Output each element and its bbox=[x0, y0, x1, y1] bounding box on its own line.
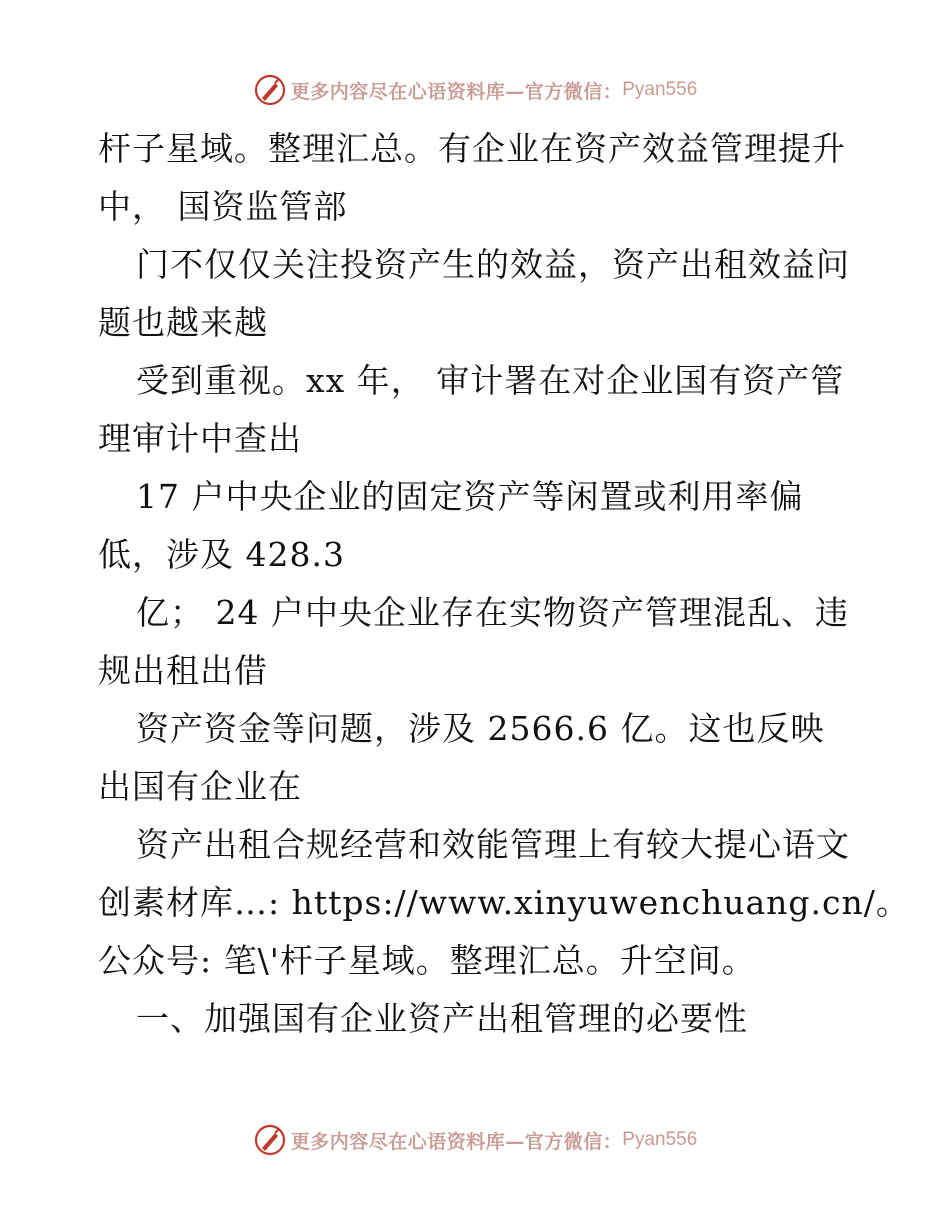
body-line: 亿； 24 户中央企业存在实物资产管理混乱、违 bbox=[136, 593, 849, 632]
body-line: 受到重视。xx 年， 审计署在对企业国有资产管 bbox=[136, 361, 845, 400]
header-watermark-id: Pyan556 bbox=[622, 79, 698, 100]
header-watermark-text: 更多内容尽在心语资料库—官方微信： bbox=[290, 80, 623, 103]
document-body bbox=[98, 120, 910, 1048]
body-line: 门不仅仅关注投资产生的效益，资产出租效益问 bbox=[136, 245, 850, 284]
body-line: 杆子星域。整理汇总。有企业在资产效益管理提升 bbox=[98, 129, 846, 168]
body-line: 低，涉及 428.3 bbox=[98, 535, 345, 574]
body-line: 出国有企业在 bbox=[98, 767, 302, 806]
pen-logo-icon bbox=[253, 1123, 287, 1157]
body-line: 规出租出借 bbox=[98, 651, 268, 690]
body-line: 公众号: 笔\'杆子星域。整理汇总。升空间。 bbox=[98, 941, 756, 980]
body-line: 题也越来越 bbox=[98, 303, 268, 342]
body-line: 资产出租合规经营和效能管理上有较大提心语文 bbox=[136, 825, 850, 864]
pen-logo-icon bbox=[253, 73, 287, 107]
body-line: 理审计中查出 bbox=[98, 419, 302, 458]
footer-watermark bbox=[0, 1120, 950, 1160]
footer-watermark-id: Pyan556 bbox=[622, 1129, 698, 1150]
body-line: 中， 国资监管部 bbox=[98, 187, 348, 226]
body-line: 创素材库…: https://www.xinyuwenchuang.cn/。 bbox=[98, 883, 910, 922]
body-line: 资产资金等问题，涉及 2566.6 亿。这也反映 bbox=[136, 709, 825, 748]
header-watermark bbox=[0, 70, 950, 110]
section-heading: 一、加强国有企业资产出租管理的必要性 bbox=[136, 999, 748, 1038]
body-line: 17 户中央企业的固定资产等闲置或利用率偏 bbox=[136, 477, 804, 516]
footer-watermark-text: 更多内容尽在心语资料库—官方微信： bbox=[290, 1130, 623, 1153]
